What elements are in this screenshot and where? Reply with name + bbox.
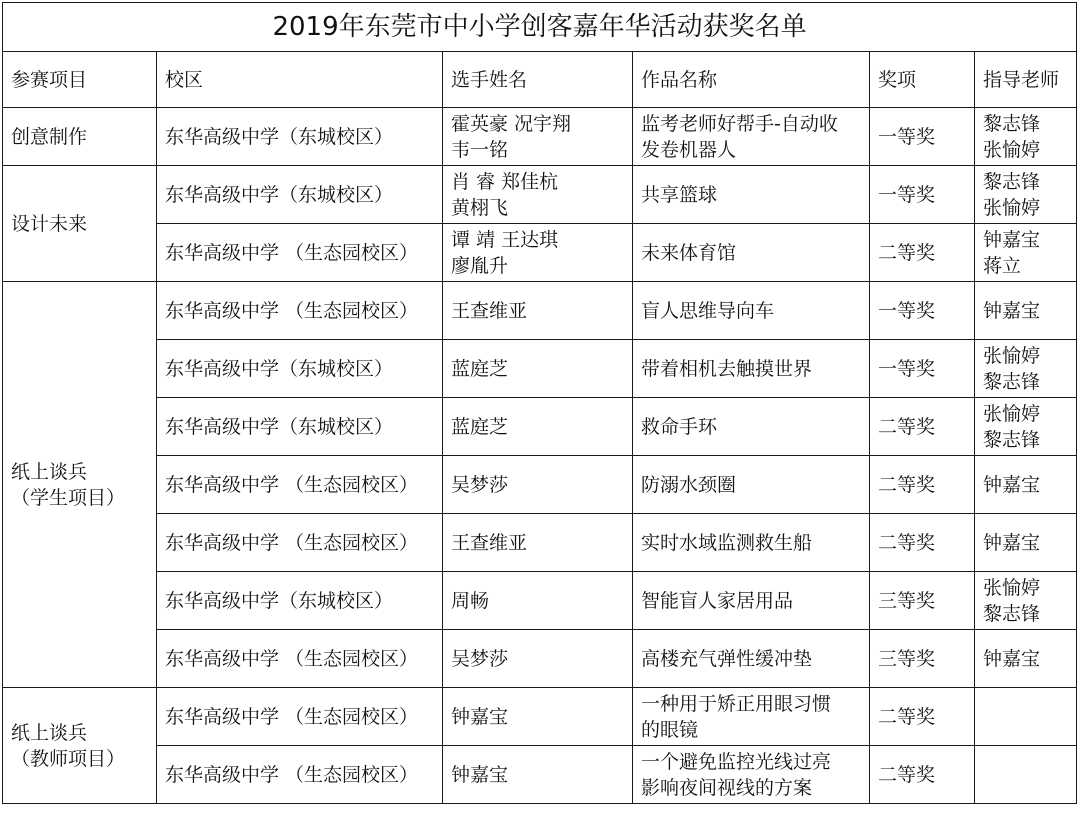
campus-text: 东华高级中学（东城校区） xyxy=(165,125,394,148)
player-cell-line: 廖胤升 xyxy=(451,254,509,277)
player-cell-line: 王查维亚 xyxy=(451,299,528,322)
header-category: 参赛项目 xyxy=(3,52,157,108)
campus-cell xyxy=(157,456,443,514)
teacher-cell-line: 钟嘉宝 xyxy=(983,228,1041,251)
work-cell-line: 高楼充气弹性缓冲垫 xyxy=(641,647,813,670)
teacher-cell xyxy=(975,514,1077,572)
player-cell-line: 蓝庭芝 xyxy=(451,357,509,380)
work-cell-line: 未来体育馆 xyxy=(641,241,737,264)
category-cell xyxy=(3,166,157,282)
category-cell-line: 设计未来 xyxy=(11,212,88,235)
campus-text: 东华高级中学 （生态园校区） xyxy=(165,241,419,264)
table-row xyxy=(3,572,1077,630)
campus-text: 东华高级中学 （生态园校区） xyxy=(165,531,419,554)
player-cell-line: 韦一铭 xyxy=(451,138,509,161)
teacher-cell-line: 钟嘉宝 xyxy=(983,299,1041,322)
category-cell-line: （学生项目） xyxy=(11,486,126,509)
player-cell xyxy=(443,630,633,688)
campus-cell xyxy=(157,746,443,804)
teacher-cell-line: 黎志锋 xyxy=(983,602,1041,625)
header-teacher: 指导老师 xyxy=(975,52,1077,108)
header-row xyxy=(3,52,1077,108)
category-cell-line: 创意制作 xyxy=(11,125,88,148)
teacher-cell-line: 黎志锋 xyxy=(983,170,1041,193)
teacher-cell-line: 张愉婷 xyxy=(983,576,1041,599)
work-cell-line: 一种用于矫正用眼习惯 xyxy=(641,692,832,715)
work-cell-line: 带着相机去触摸世界 xyxy=(641,357,813,380)
player-cell xyxy=(443,108,633,166)
teacher-cell-line: 张愉婷 xyxy=(983,402,1041,425)
teacher-cell xyxy=(975,688,1077,746)
work-cell xyxy=(633,688,870,746)
table-row xyxy=(3,514,1077,572)
category-cell-line: 纸上谈兵 xyxy=(11,721,88,744)
campus-cell xyxy=(157,630,443,688)
teacher-cell-line: 黎志锋 xyxy=(983,112,1041,135)
player-cell xyxy=(443,340,633,398)
work-cell-line: 发卷机器人 xyxy=(641,138,737,161)
campus-cell xyxy=(157,108,443,166)
player-cell-line: 霍英豪 况宇翔 xyxy=(451,112,572,135)
table-title: 2019年东莞市中小学创客嘉年华活动获奖名单 xyxy=(3,3,1077,52)
award-cell: 一等奖 xyxy=(870,108,975,166)
award-cell: 二等奖 xyxy=(870,688,975,746)
work-cell xyxy=(633,572,870,630)
teacher-cell xyxy=(975,108,1077,166)
player-cell xyxy=(443,456,633,514)
teacher-cell-line: 钟嘉宝 xyxy=(983,531,1041,554)
teacher-cell-line: 黎志锋 xyxy=(983,370,1041,393)
campus-cell xyxy=(157,398,443,456)
work-cell xyxy=(633,108,870,166)
award-table xyxy=(2,2,1077,804)
table-row xyxy=(3,630,1077,688)
award-cell: 二等奖 xyxy=(870,746,975,804)
teacher-cell xyxy=(975,630,1077,688)
teacher-cell xyxy=(975,398,1077,456)
category-cell xyxy=(3,282,157,688)
table-row xyxy=(3,108,1077,166)
header-player: 选手姓名 xyxy=(443,52,633,108)
work-cell-line: 共享篮球 xyxy=(641,183,718,206)
award-cell: 二等奖 xyxy=(870,398,975,456)
campus-text: 东华高级中学（东城校区） xyxy=(165,589,394,612)
player-cell xyxy=(443,224,633,282)
teacher-cell xyxy=(975,166,1077,224)
table-row xyxy=(3,746,1077,804)
title-row xyxy=(3,3,1077,52)
player-cell-line: 吴梦莎 xyxy=(451,473,509,496)
work-cell xyxy=(633,282,870,340)
work-cell-line: 防溺水颈圈 xyxy=(641,473,737,496)
player-cell-line: 吴梦莎 xyxy=(451,647,509,670)
player-cell xyxy=(443,572,633,630)
campus-text: 东华高级中学 （生态园校区） xyxy=(165,299,419,322)
work-cell-line: 一个避免监控光线过亮 xyxy=(641,750,832,773)
work-cell-line: 监考老师好帮手-自动收 xyxy=(641,112,838,135)
player-cell-line: 蓝庭芝 xyxy=(451,415,509,438)
campus-cell xyxy=(157,340,443,398)
award-cell: 三等奖 xyxy=(870,572,975,630)
teacher-cell xyxy=(975,572,1077,630)
header-award: 奖项 xyxy=(870,52,975,108)
player-cell xyxy=(443,398,633,456)
campus-text: 东华高级中学（东城校区） xyxy=(165,415,394,438)
teacher-cell-line: 黎志锋 xyxy=(983,428,1041,451)
award-cell: 二等奖 xyxy=(870,514,975,572)
player-cell xyxy=(443,514,633,572)
work-cell-line: 救命手环 xyxy=(641,415,718,438)
work-cell xyxy=(633,456,870,514)
work-cell-line: 影响夜间视线的方案 xyxy=(641,776,813,799)
table-row xyxy=(3,282,1077,340)
player-cell xyxy=(443,688,633,746)
campus-cell xyxy=(157,688,443,746)
work-cell xyxy=(633,514,870,572)
player-cell-line: 钟嘉宝 xyxy=(451,705,509,728)
campus-cell xyxy=(157,282,443,340)
table-row xyxy=(3,688,1077,746)
teacher-cell xyxy=(975,456,1077,514)
player-cell-line: 王查维亚 xyxy=(451,531,528,554)
player-cell xyxy=(443,746,633,804)
campus-text: 东华高级中学 （生态园校区） xyxy=(165,705,419,728)
teacher-cell-line: 钟嘉宝 xyxy=(983,647,1041,670)
award-cell: 一等奖 xyxy=(870,166,975,224)
teacher-cell xyxy=(975,340,1077,398)
campus-cell xyxy=(157,514,443,572)
campus-text: 东华高级中学（东城校区） xyxy=(165,183,394,206)
header-campus: 校区 xyxy=(157,52,443,108)
campus-text: 东华高级中学 （生态园校区） xyxy=(165,647,419,670)
player-cell-line: 周畅 xyxy=(451,589,490,612)
campus-text: 东华高级中学 （生态园校区） xyxy=(165,473,419,496)
campus-text: 东华高级中学 （生态园校区） xyxy=(165,763,419,786)
category-cell xyxy=(3,688,157,804)
category-cell-line: （教师项目） xyxy=(11,747,126,770)
work-cell-line: 的眼镜 xyxy=(641,718,699,741)
award-cell: 二等奖 xyxy=(870,456,975,514)
award-cell: 一等奖 xyxy=(870,282,975,340)
player-cell xyxy=(443,166,633,224)
work-cell-line: 实时水域监测救生船 xyxy=(641,531,813,554)
table-row xyxy=(3,456,1077,514)
table-row xyxy=(3,340,1077,398)
campus-text: 东华高级中学（东城校区） xyxy=(165,357,394,380)
award-cell: 一等奖 xyxy=(870,340,975,398)
player-cell-line: 肖 睿 郑佳杭 xyxy=(451,170,559,193)
category-cell xyxy=(3,108,157,166)
category-cell-line: 纸上谈兵 xyxy=(11,460,88,483)
header-work: 作品名称 xyxy=(633,52,870,108)
campus-cell xyxy=(157,572,443,630)
work-cell-line: 智能盲人家居用品 xyxy=(641,589,794,612)
work-cell-line: 盲人思维导向车 xyxy=(641,299,775,322)
award-cell: 二等奖 xyxy=(870,224,975,282)
work-cell xyxy=(633,746,870,804)
work-cell xyxy=(633,224,870,282)
player-cell xyxy=(443,282,633,340)
work-cell xyxy=(633,340,870,398)
table-row xyxy=(3,398,1077,456)
table-row xyxy=(3,224,1077,282)
campus-cell xyxy=(157,224,443,282)
table-row xyxy=(3,166,1077,224)
work-cell xyxy=(633,398,870,456)
teacher-cell-line: 钟嘉宝 xyxy=(983,473,1041,496)
player-cell-line: 谭 靖 王达琪 xyxy=(451,228,559,251)
work-cell xyxy=(633,166,870,224)
teacher-cell xyxy=(975,282,1077,340)
teacher-cell xyxy=(975,224,1077,282)
campus-cell xyxy=(157,166,443,224)
work-cell xyxy=(633,630,870,688)
player-cell-line: 黄栩飞 xyxy=(451,196,509,219)
teacher-cell-line: 张愉婷 xyxy=(983,344,1041,367)
teacher-cell xyxy=(975,746,1077,804)
teacher-cell-line: 蒋立 xyxy=(983,254,1022,277)
teacher-cell-line: 张愉婷 xyxy=(983,138,1041,161)
teacher-cell-line: 张愉婷 xyxy=(983,196,1041,219)
player-cell-line: 钟嘉宝 xyxy=(451,763,509,786)
award-cell: 三等奖 xyxy=(870,630,975,688)
